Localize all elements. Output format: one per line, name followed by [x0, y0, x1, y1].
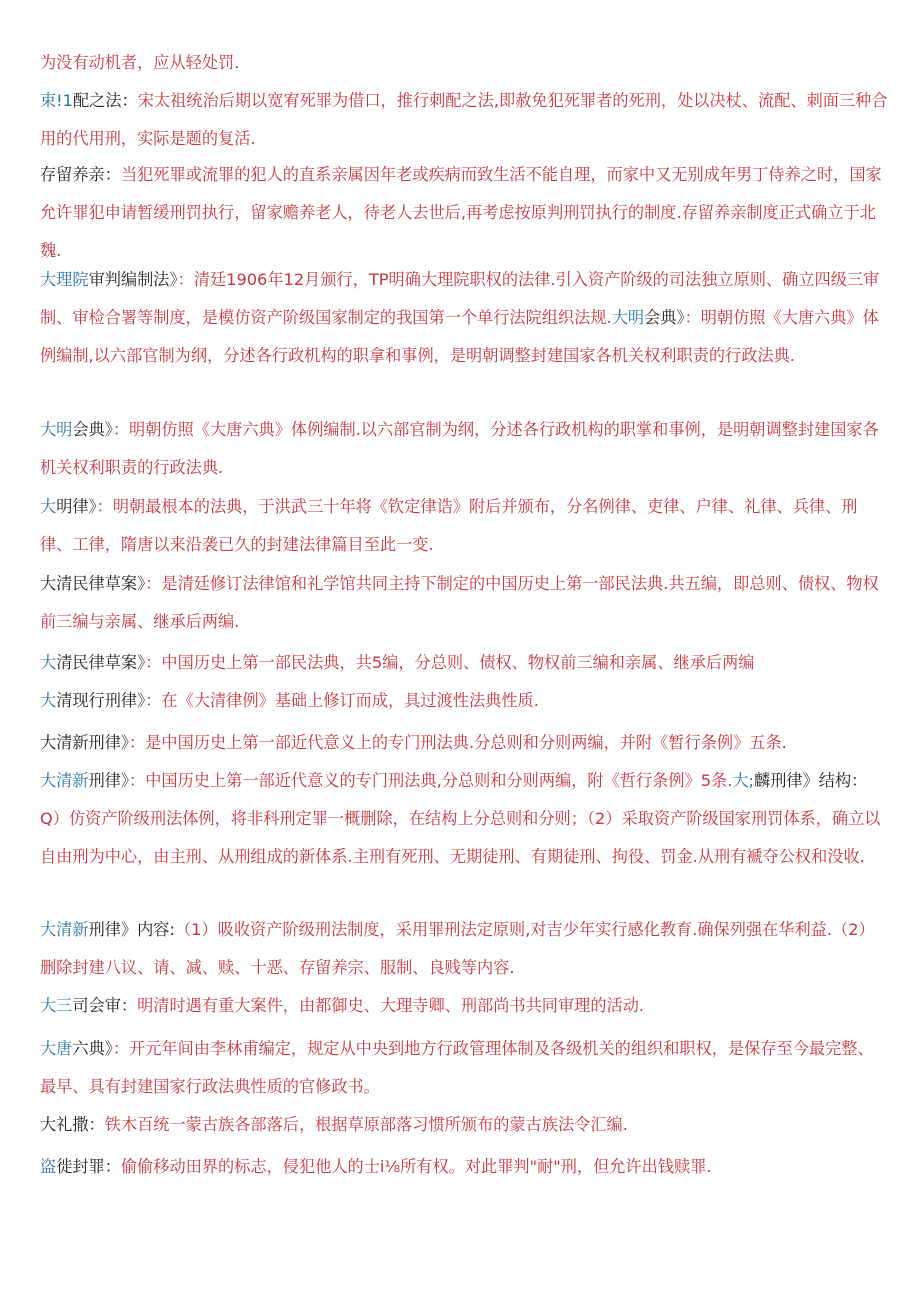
entry-term: 清民律草案》	[56, 653, 146, 672]
entry-term: 刑律》内容:	[88, 920, 175, 939]
entry-definition: ：清廷1906年12月颁行，TP明确大理院职权的法律.引入资产阶级的司法独立原则、确立四级三审制、审检合署等制度，是模仿资产阶级国家制定的我国第一个单行法院组织法规.	[40, 270, 880, 327]
entry-definition: 偷偷移动田界的标志，侵犯他人的士i⅛所有权。对此罪判"耐"刑，但允许出钱赎罪.	[120, 1157, 712, 1176]
entry-7	[40, 644, 888, 682]
entry-5	[40, 488, 888, 564]
entry-term: 配之法：	[72, 91, 138, 110]
entry-term: 大明	[611, 308, 645, 327]
entry-term: 徙封罪：	[56, 1157, 121, 1176]
entry-11	[40, 911, 888, 987]
entry-3	[40, 261, 888, 375]
entry-term: 会典》	[72, 420, 113, 439]
entry-definition: ：是清廷修订法律馆和礼学馆共同主持下制定的中国历史上第一部民法典.共五编，即总则、债权、物权前三编与亲属、继承后两编.	[40, 574, 879, 631]
entry-term: 大礼撒：	[40, 1115, 105, 1134]
entry-term: 大清新	[40, 771, 89, 790]
entry-term: 六典》	[72, 1039, 113, 1058]
entry-term: 盗	[40, 1157, 57, 1176]
entry-definition: ：中国历史上第一部近代意义的专门刑法典,分总则和分则两编，附《哲行条例》5条.	[129, 771, 733, 790]
entry-term: 明律》	[56, 497, 97, 516]
entry-definition: Q）仿资产阶级刑法体例，将非科刑定罪一概删除，在结构上分总则和分则；（2）采取资产阶级国家刑罚体系，确立以自由刑为中心，由主刑、从刑组成的新体系.主刑有死刑、无期徒刑、有期徒刑、拘役、罚金.从刑有褫夺公权和没收.	[40, 809, 881, 866]
entry-term: 大唐	[40, 1039, 73, 1058]
entry-definition: ：在《大清律例》基础上修订而成，具过渡性法典性质.	[145, 691, 539, 710]
entry-14	[40, 1106, 888, 1144]
entry-term: 大三	[40, 996, 73, 1015]
entry-1	[40, 82, 888, 158]
entry-term: 审判编制法》	[88, 270, 178, 289]
entry-term: 大	[40, 653, 57, 672]
entry-term: 司会审：	[72, 996, 138, 1015]
entry-term: 束!1	[40, 91, 73, 110]
entry-8	[40, 682, 888, 720]
entry-0	[40, 44, 888, 82]
entry-10	[40, 762, 888, 876]
entry-definition: ：明朝最根本的法典，于洪武三十年将《钦定律诰》附后并颁布，分名例律、吏律、户律、礼律、兵律、刑律、工律，隋唐以来沿袭已久的封建法律篇目至此一变.	[40, 497, 858, 554]
entry-12	[40, 987, 888, 1025]
entry-definition: ：中国历史上第一部民法典，共5编，分总则、债权、物权前三编和亲属、继承后两编	[145, 653, 755, 672]
entry-definition: （1）吸收资产阶级刑法制度，采用罪刑法定原则,对吉少年实行感化教育.确保列强在华利益.（2）删除封建八议、请、减、赎、十恶、存留养宗、服制、良贱等内容.	[40, 920, 875, 977]
entry-definition: 明清时遇有重大案件，由都御史、大理寺卿、刑部尚书共同审理的活动.	[137, 996, 645, 1015]
entry-term: 大;	[732, 771, 755, 790]
entry-6	[40, 565, 888, 641]
entry-13	[40, 1030, 888, 1106]
entry-term: 麟刑律》结构：	[754, 771, 868, 790]
entry-9	[40, 724, 888, 762]
entry-definition: 当犯死罪或流罪的犯人的直系亲属因年老或疾病而致生活不能自理，而家中又无别成年男丁侍养之时，国家允许罪犯申请暂缓刑罚执行，留家赡养老人，待老人去世后,再考虑按原判刑罚执行的制度.存留养亲制度正式确立于北魏.	[40, 165, 882, 260]
entry-term: 存留养亲：	[40, 165, 121, 184]
entry-term: 会典》	[644, 308, 685, 327]
entry-term: 大	[40, 497, 57, 516]
entry-term: 大理院	[40, 270, 89, 289]
entry-term: 大清新	[40, 920, 89, 939]
entry-2	[40, 156, 888, 270]
entry-term: 刑律》	[88, 771, 130, 790]
entry-term: 清现行刑律》	[56, 691, 146, 710]
entry-term: 大明	[40, 420, 73, 439]
entry-definition: 铁木百统一蒙古族各部落后，根据草原部落习惯所颁布的蒙古族法令汇编.	[104, 1115, 628, 1134]
entry-15	[40, 1148, 888, 1186]
entry-definition: 宋太祖统治后期以宽宥死罪为借口，推行刺配之法,即赦免犯死罪者的死刑，处以决杖、流配、刺面三种合用的代用刑，实际是题的复活.	[40, 91, 888, 148]
entry-4	[40, 411, 888, 487]
entry-definition: 为没有动机者，应从轻处罚.	[40, 53, 240, 72]
entry-term: 大清新刑律》	[40, 733, 130, 752]
entry-definition: ：是中国历史上第一部近代意义上的专门刑法典.分总则和分则两编，并附《暂行条例》五条.	[129, 733, 787, 752]
entry-term: 大	[40, 691, 57, 710]
entry-definition: ：明朝仿照《大唐六典》体例编制.以六部官制为纲，分述各行政机构的职掌和事例，是明朝调整封建国家各机关权利职责的行政法典.	[40, 420, 879, 477]
entry-definition: ：明朝仿照《大唐六典》体例编制,以六部官制为纲，分述各行政机构的职拿和事例，是明朝调整封建国家各机关权利职责的行政法典.	[40, 308, 879, 365]
entry-term: 大清民律草案》	[40, 574, 146, 593]
entry-definition: ：开元年间由李林甫编定，规定从中央到地方行政管理体制及各级机关的组织和职权，是保存至今最完整、最早、具有封建国家行政法典性质的官修政书。	[40, 1039, 874, 1096]
